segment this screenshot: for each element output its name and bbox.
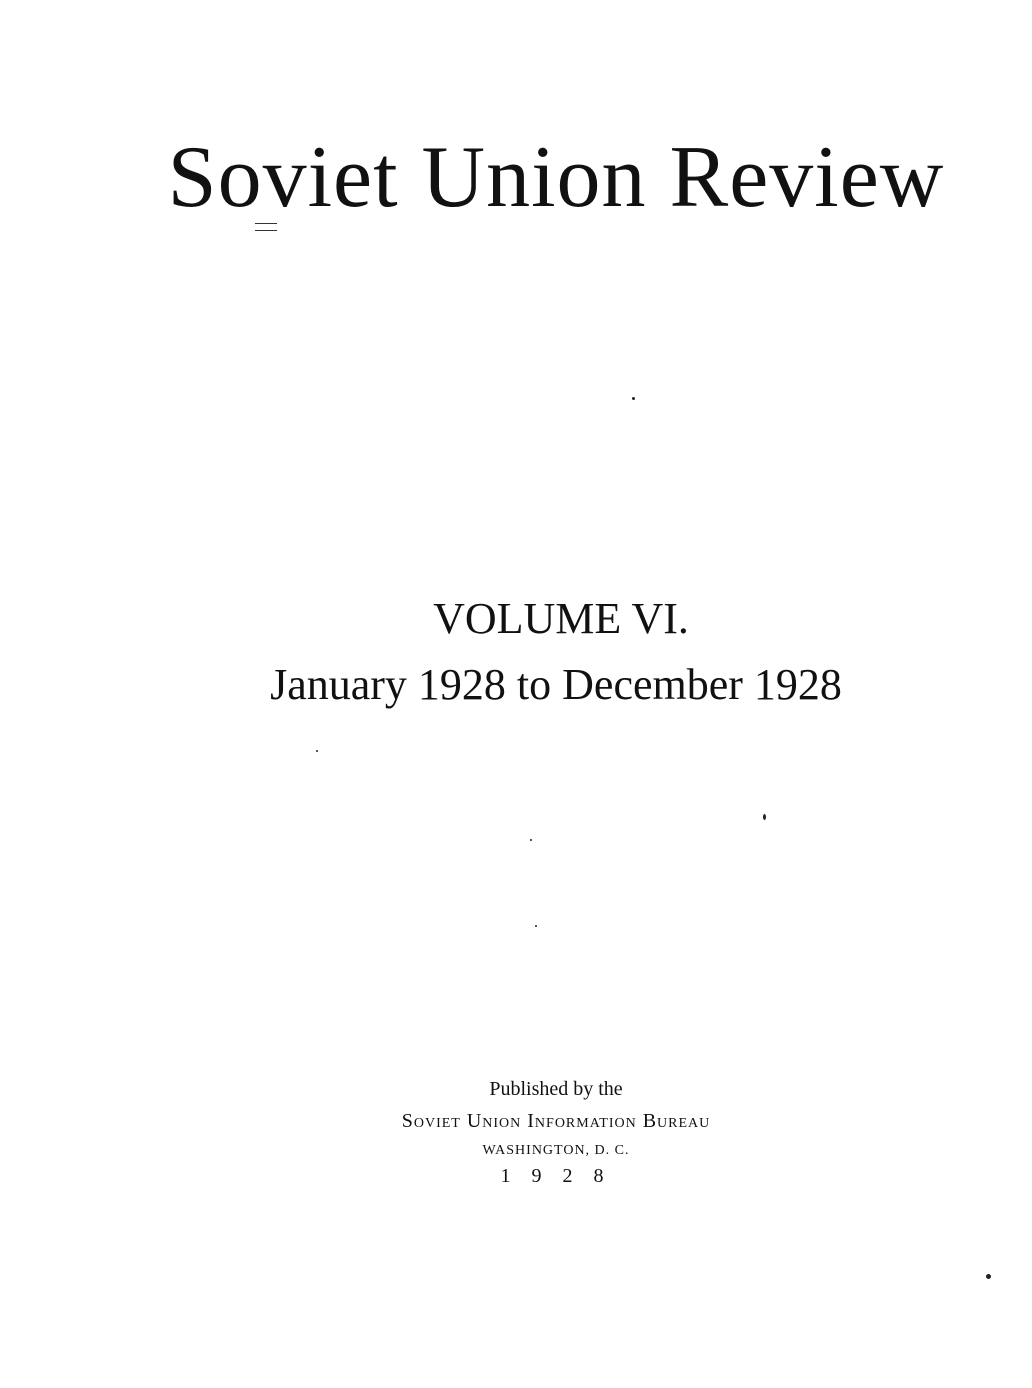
- volume-number: VOLUME VI.: [433, 594, 689, 643]
- date-range: January 1928 to December 1928: [270, 660, 842, 709]
- published-by-line: Published by the: [489, 1078, 623, 1100]
- scan-speck: [632, 397, 635, 400]
- scan-speck: [986, 1274, 991, 1279]
- imprint-block: [0, 1076, 1032, 1188]
- publication-year: 1 9 2 8: [500, 1165, 612, 1187]
- publication-city: WASHINGTON, D. C.: [482, 1143, 630, 1158]
- scan-speck: [316, 750, 318, 752]
- publication-title: Soviet Union Review: [167, 129, 945, 226]
- publisher-name: Soviet Union Information Bureau: [401, 1110, 711, 1132]
- title-underline-mark: [255, 223, 277, 231]
- scan-speck: [763, 814, 766, 820]
- scan-speck: [535, 925, 537, 927]
- scan-speck: [530, 839, 532, 841]
